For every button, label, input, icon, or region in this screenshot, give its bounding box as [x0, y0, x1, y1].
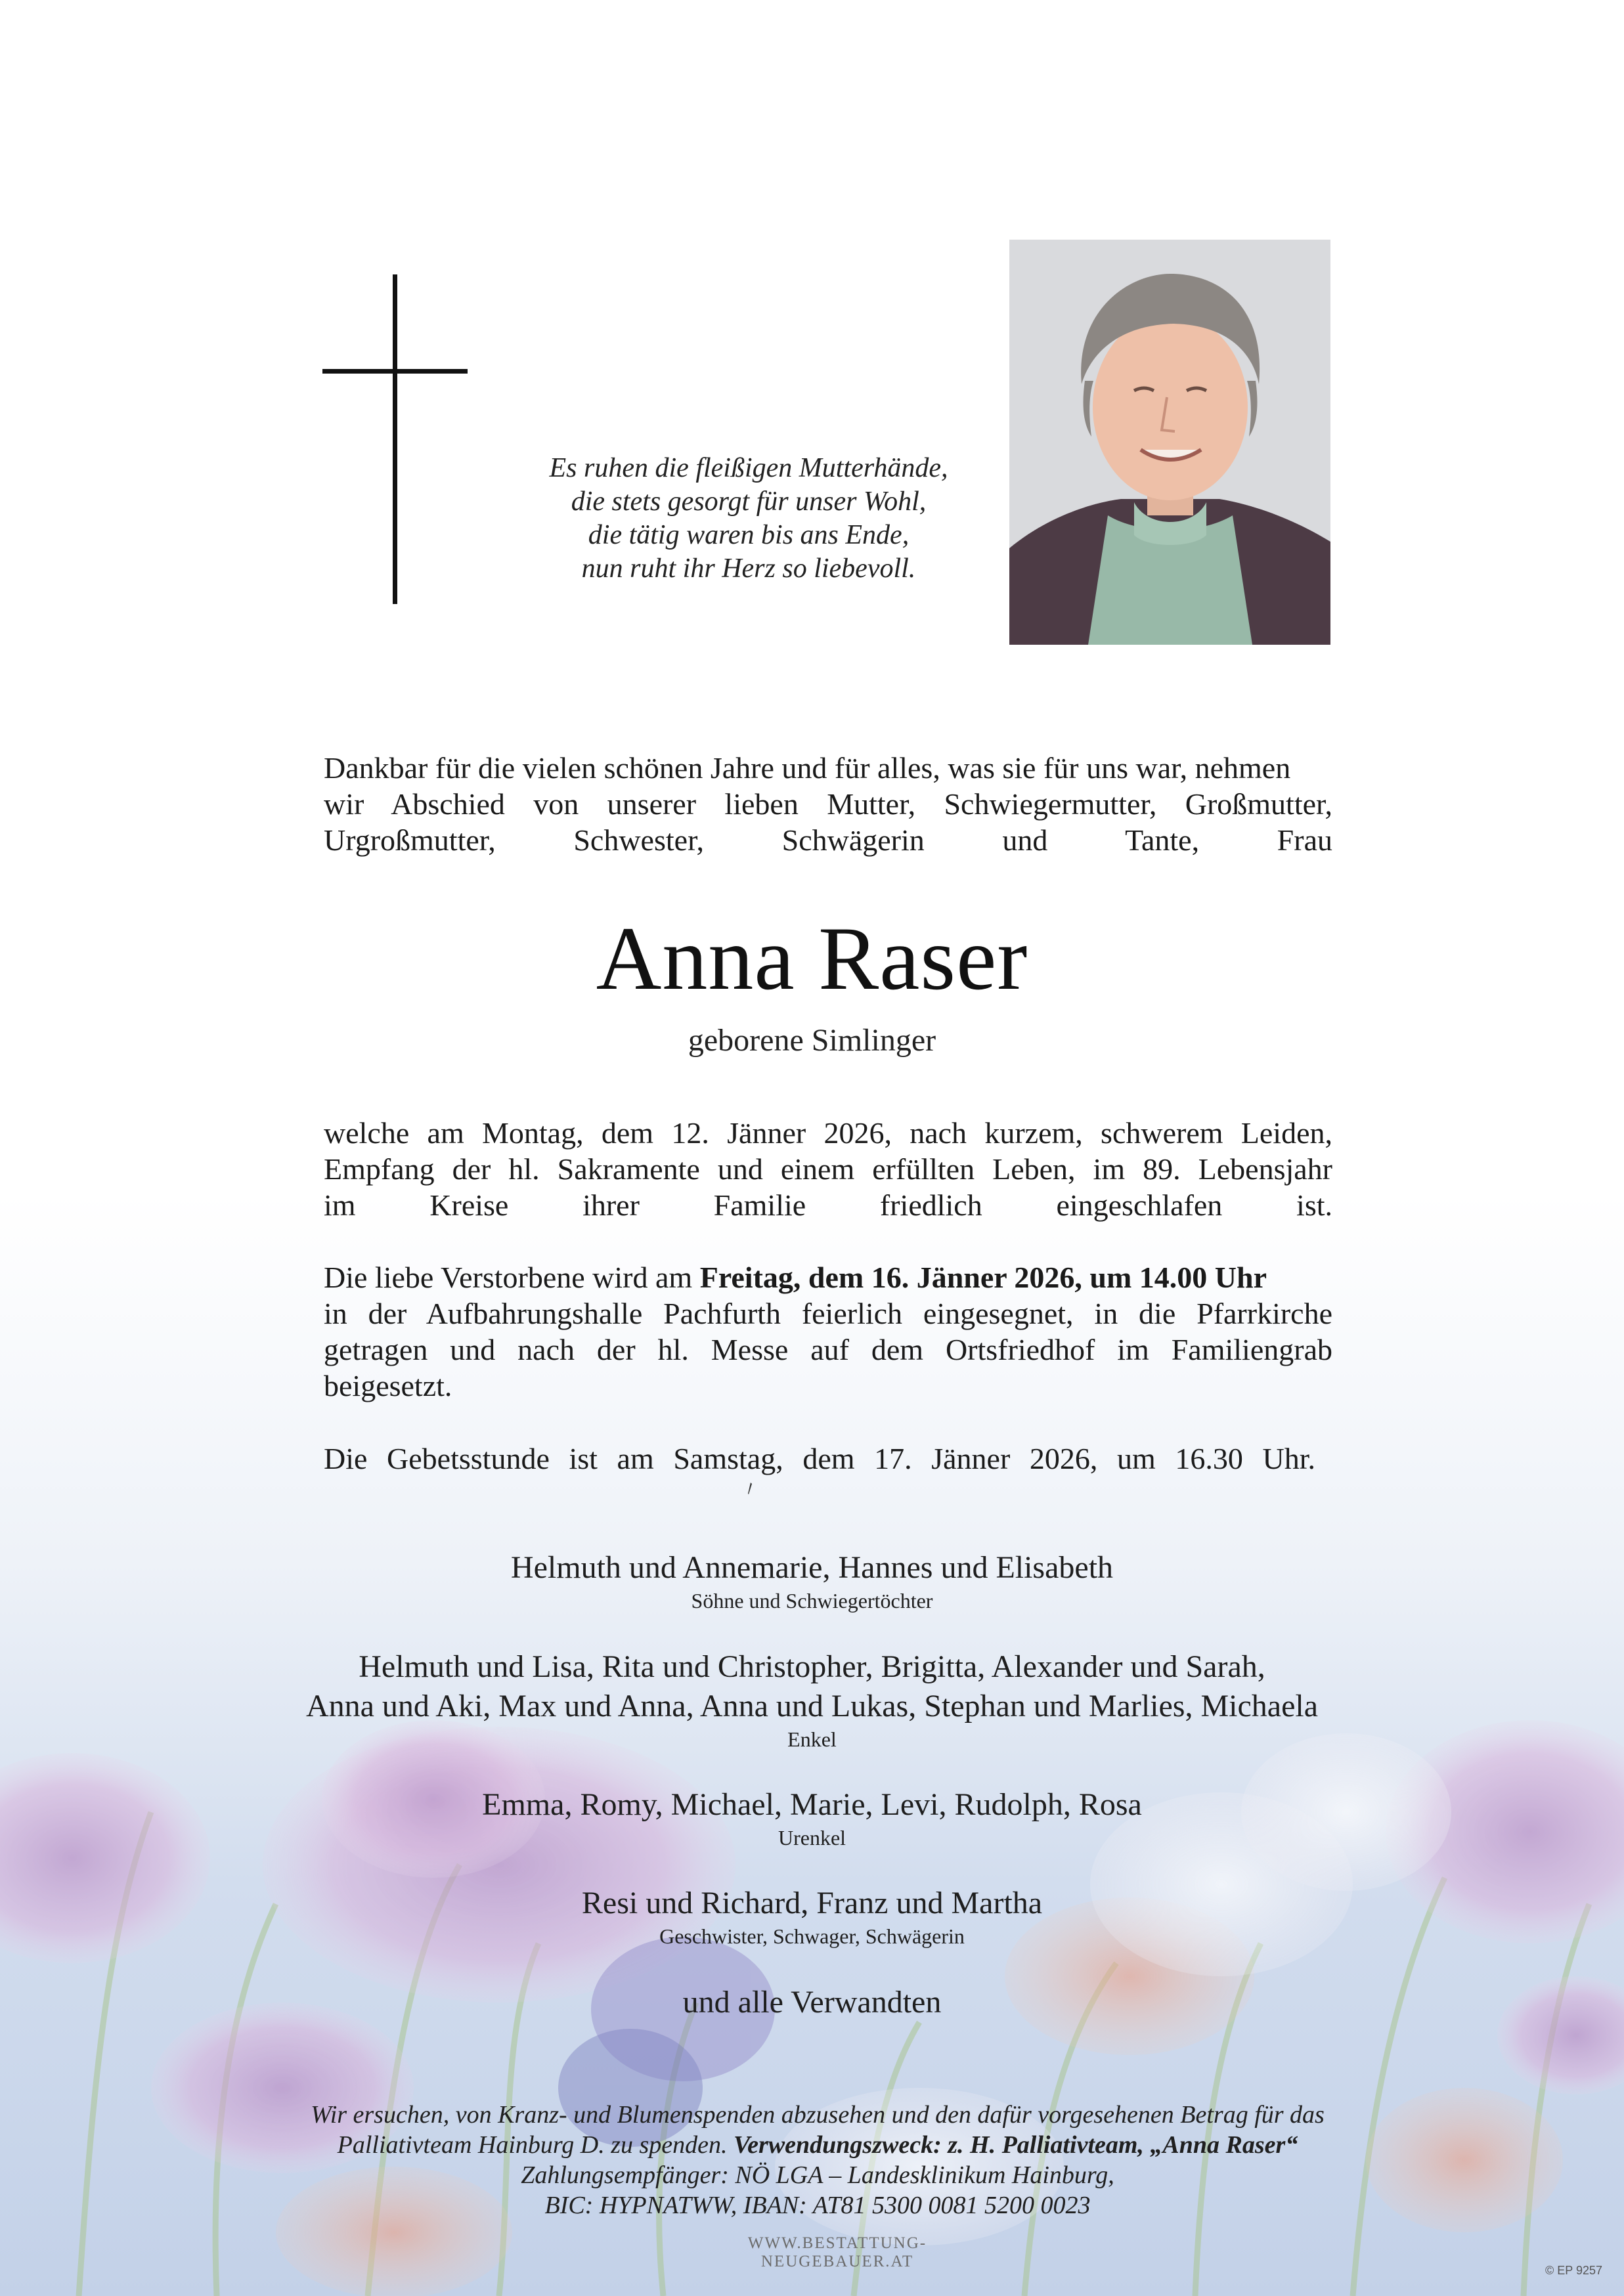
maiden-name: geborene Simlinger [688, 1023, 936, 1058]
relatives-text: und alle Verwandten [682, 1985, 942, 2020]
mourner-group-sons [0, 1548, 1624, 1614]
funeral-line: beigesetzt. [324, 1369, 452, 1402]
poem-line: die stets gesorgt für unser Wohl, [571, 487, 927, 517]
mourner-relation: Enkel [787, 1727, 837, 1751]
mourner-relation: Urenkel [778, 1826, 846, 1850]
funeral-line: getragen und nach der hl. Messe auf dem Ortsfriedhof im Familiengrab [324, 1333, 1332, 1366]
funeral-prefix: Die liebe Verstorbene wird am [324, 1261, 700, 1294]
cross-icon-horizontal [322, 369, 468, 374]
donation-prefix: Palliativteam Hainburg D. zu spenden. [337, 2131, 734, 2159]
death-notice-line: Empfang der hl. Sakramente und einem erfüllten Leben, im 89. Lebensjahr [324, 1152, 1332, 1186]
prayer-hour-line: Die Gebetsstunde ist am Samstag, dem 17. Jänner 2026, um 16.30 Uhr. [324, 1442, 1315, 1475]
donation-purpose: Verwendungszweck: z. H. Palliativteam, „Anna Raser“ [734, 2131, 1298, 2159]
intro-line: Dankbar für die vielen schönen Jahre und für alles, was sie für uns war, nehmen [324, 751, 1291, 785]
poem-line: Es ruhen die fleißigen Mutterhände, [549, 453, 948, 483]
mourner-names: Resi und Richard, Franz und Martha [581, 1886, 1043, 1920]
death-notice-paragraph [324, 1115, 1332, 1223]
mourner-group-grandchildren [0, 1647, 1624, 1752]
cross-icon-vertical [393, 274, 397, 604]
intro-paragraph [324, 750, 1332, 858]
deceased-name: Anna Raser [596, 908, 1028, 1008]
print-code: © EP 9257 [1545, 2264, 1602, 2277]
mourner-group-siblings [0, 1884, 1624, 1949]
funeral-date: Freitag, dem 16. Jänner 2026, um 14.00 Uhr [699, 1261, 1267, 1294]
mourner-names: Helmuth und Annemarie, Hannes und Elisabeth [510, 1550, 1114, 1585]
relatives-line [0, 1983, 1624, 2022]
funeral-first-line [324, 1259, 1332, 1295]
mourner-names: Emma, Romy, Michael, Marie, Levi, Rudolph, Rosa [482, 1787, 1142, 1822]
mourner-names: Anna und Aki, Max und Anna, Anna und Lukas, Stephan und Marlies, Michaela [305, 1689, 1319, 1723]
mourner-relation: Söhne und Schwiegertöchter [691, 1589, 933, 1613]
poem-line: nun ruht ihr Herz so liebevoll. [581, 553, 916, 584]
portrait-photo [1009, 240, 1330, 645]
donation-request [250, 2100, 1386, 2220]
memorial-poem [460, 452, 1038, 586]
mourner-group-great-grandchildren [0, 1785, 1624, 1851]
mourner-names: Helmuth und Lisa, Rita und Christopher, Brigitta, Alexander und Sarah, [359, 1649, 1265, 1684]
donation-line: Zahlungsempfänger: NÖ LGA – Landesklinikum Hainburg, [521, 2161, 1114, 2189]
donation-line [250, 2130, 1386, 2160]
prayer-hour [324, 1440, 1315, 1477]
intro-line: Urgroßmutter, Schwester, Schwägerin und Tante, Frau [324, 823, 1332, 857]
death-notice-line: welche am Montag, dem 12. Jänner 2026, nach kurzem, schwerem Leiden, [324, 1116, 1332, 1150]
funeral-home-website: WWW.BESTATTUNG-NEUGEBAUER.AT [747, 2234, 927, 2270]
funeral-paragraph [324, 1259, 1332, 1404]
intro-line: wir Abschied von unserer lieben Mutter, Schwiegermutter, Großmutter, [324, 787, 1332, 821]
funeral-line: in der Aufbahrungshalle Pachfurth feierlich eingesegnet, in die Pfarrkirche [324, 1297, 1332, 1330]
mourner-relation: Geschwister, Schwager, Schwägerin [659, 1924, 965, 1948]
poem-line: die tätig waren bis ans Ende, [588, 520, 910, 550]
donation-line: BIC: HYPNATWW, IBAN: AT81 5300 0081 5200 0023 [544, 2192, 1091, 2219]
donation-line: Wir ersuchen, von Kranz- und Blumenspenden abzusehen und den dafür vorgesehenen Betrag für das [311, 2101, 1325, 2129]
death-notice-line: im Kreise ihrer Familie friedlich eingeschlafen ist. [324, 1188, 1332, 1222]
stray-mark-icon [747, 1483, 753, 1494]
